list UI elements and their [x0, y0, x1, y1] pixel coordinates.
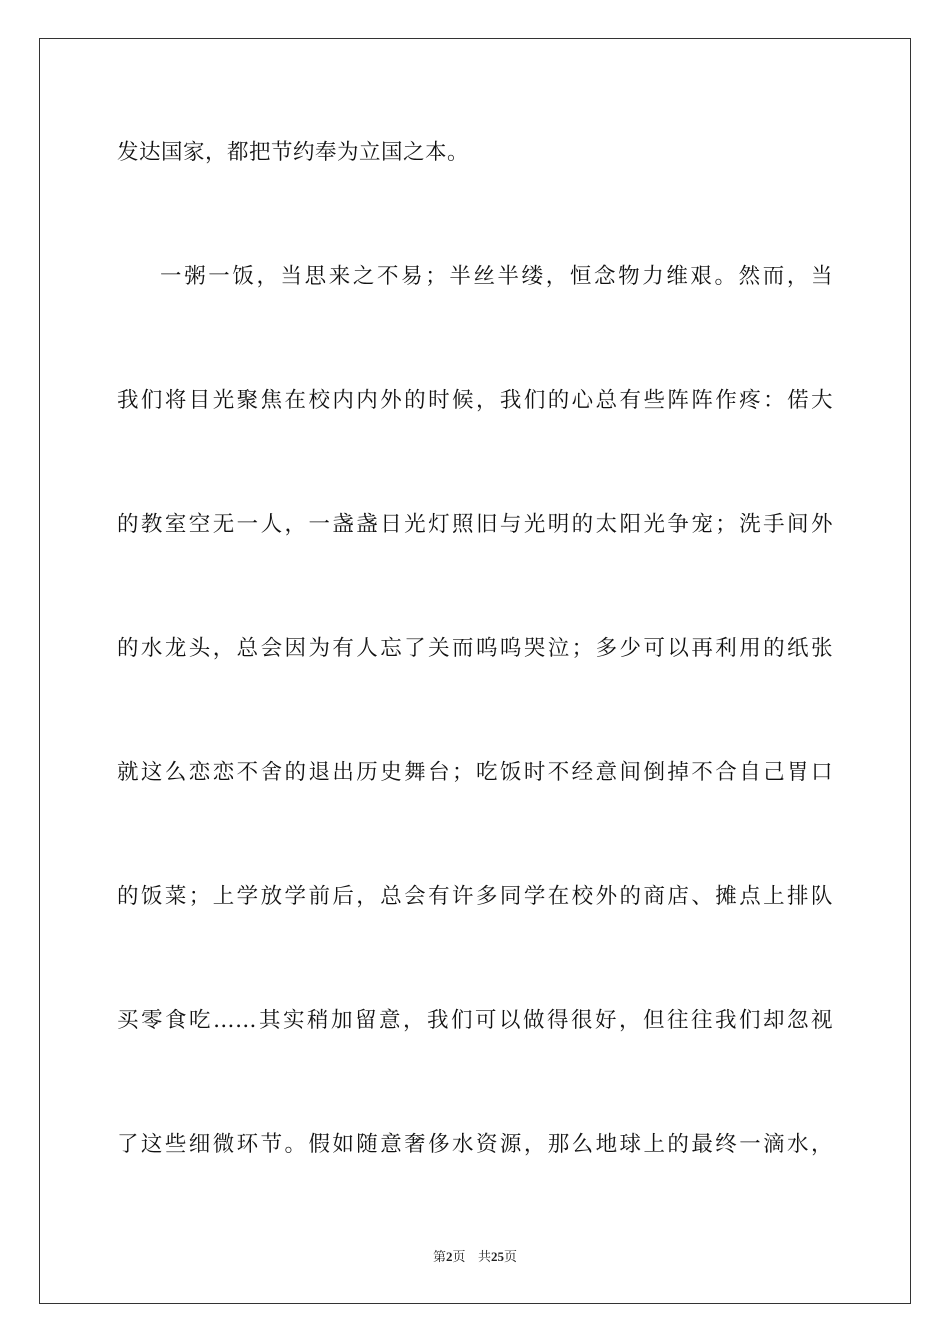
text-line-4: 的教室空无一人，一盏盏日光灯照旧与光明的太阳光争宠；洗手间外: [117, 512, 833, 537]
page-footer: [0, 1248, 950, 1267]
footer-page-number: 2: [446, 1249, 453, 1264]
page-border: [39, 38, 911, 1304]
footer-total-pages: 25: [490, 1249, 504, 1264]
footer-page-suffix: 页: [452, 1250, 466, 1265]
text-line-9: 了这些细微环节。假如随意奢侈水资源，那么地球上的最终一滴水，: [117, 1132, 833, 1157]
text-line-6: 就这么恋恋不舍的退出历史舞台；吃饭时不经意间倒掉不合自己胃口: [117, 760, 833, 785]
text-line-2: 一粥一饭，当思来之不易；半丝半缕，恒念物力维艰。然而，当: [160, 264, 833, 289]
footer-total-prefix: 共: [477, 1250, 491, 1265]
footer-total-suffix: 页: [503, 1250, 517, 1265]
text-line-5: 的水龙头，总会因为有人忘了关而呜呜哭泣；多少可以再利用的纸张: [117, 636, 833, 661]
text-line-1: 发达国家，都把节约奉为立国之本。: [117, 140, 470, 165]
text-line-7: 的饭菜；上学放学前后，总会有许多同学在校外的商店、摊点上排队: [117, 884, 833, 909]
footer-page-prefix: 第: [433, 1250, 447, 1265]
text-line-8: 买零食吃……其实稍加留意，我们可以做得很好，但往往我们却忽视: [117, 1008, 833, 1033]
text-line-3: 我们将目光聚焦在校内内外的时候，我们的心总有些阵阵作疼：偌大: [117, 388, 833, 413]
